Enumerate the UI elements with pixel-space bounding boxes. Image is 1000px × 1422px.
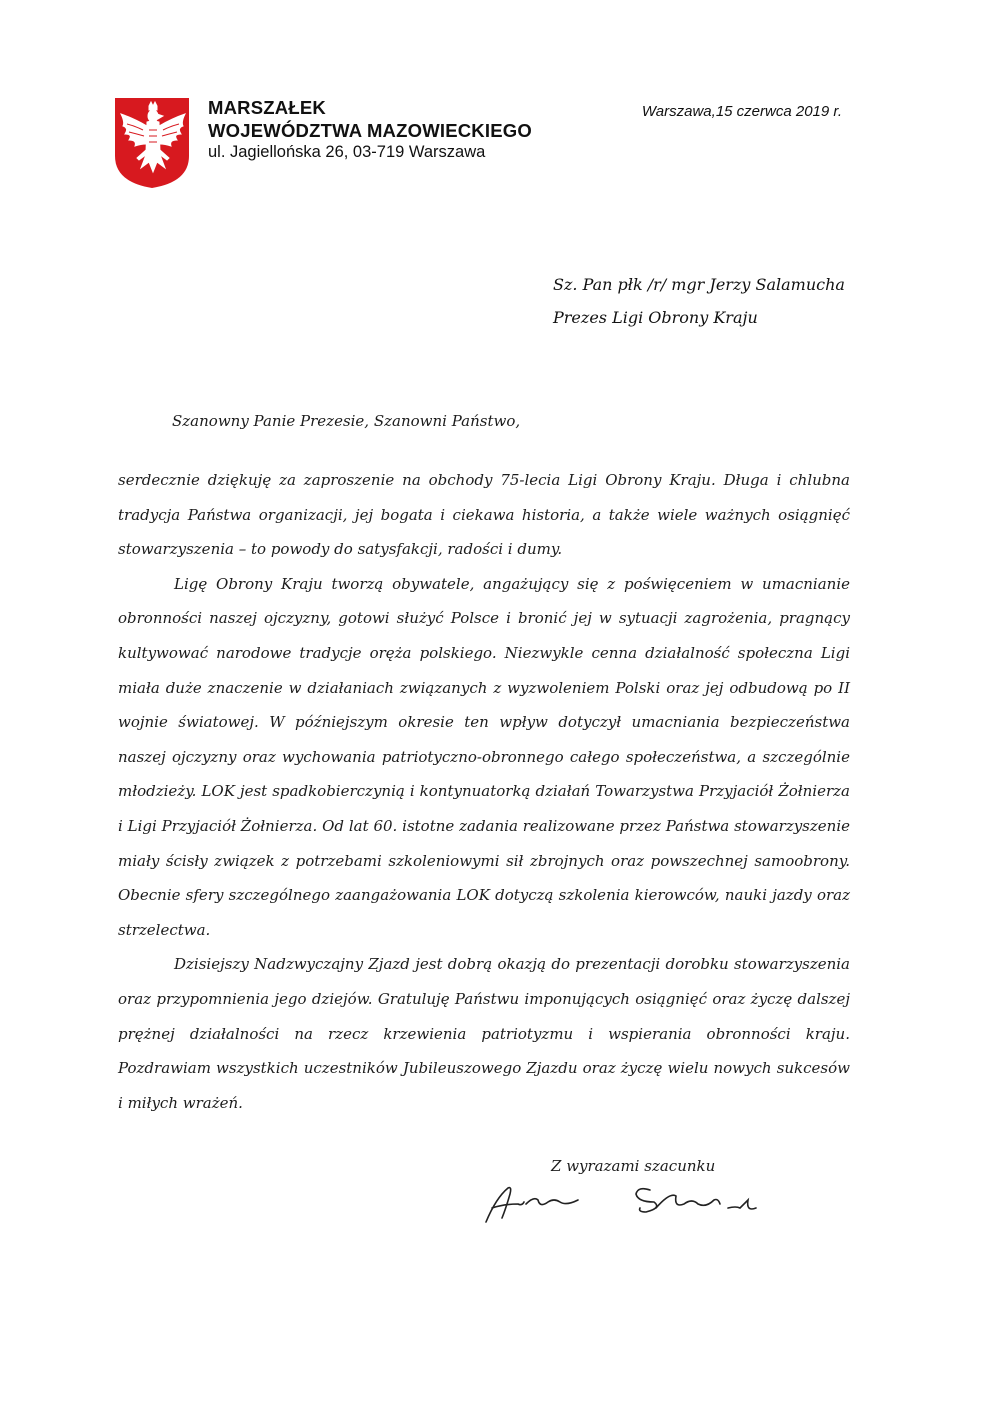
coat-of-arms-icon [113,96,191,190]
salutation: Szanowny Panie Prezesie, Szanowni Państwo, [172,412,521,430]
closing-phrase: Z wyrazami szacunku [551,1157,716,1175]
org-address: ul. Jagiellońska 26, 03-719 Warszawa [208,143,486,161]
addressee-name: Sz. Pan płk /r/ mgr Jerzy Salamucha [553,275,845,294]
signature-icon [478,1178,768,1228]
org-name-line2: WOJEWÓDZTWA MAZOWIECKIEGO [208,120,532,141]
paragraph-1: serdecznie dziękuję za zaproszenie na obchody 75-lecia Ligi Obrony Kraju. Długa i chlubna tradycja Państwa organizacji, jej bogata i ciekawa historia, a także wiele ważnych osiągnięć stowarzyszenia – to powody do satysfakcji, radości i dumy. [118,471,850,559]
paragraph-2: Ligę Obrony Kraju tworzą obywatele, angażujący się z poświęceniem w umacnianie obronności naszej ojczyzny, gotowi służyć Polsce i bronić jej w sytuacji zagrożenia, pragnący kultywować narodowe tradycje oręża polskiego. Niezwykle cenna działalność społeczna Ligi miała duże znaczenie w działaniach związanych z wyzwoleniem Polski oraz jej odbudową po II wojnie światowej. W późniejszym okresie ten wpływ dotyczył umacniania bezpieczeństwa naszej ojczyzny oraz wychowania patriotyczno-obronnego całego społeczeństwa, a szczególnie młodzieży. LOK jest spadkobierczynią i kontynuatorką działań Towarzystwa Przyjaciół Żołnierza i Ligi Przyjaciół Żołnierza. Od lat 60. istotne zadania realizowane przez Państwa stowarzyszenie miały ścisły związek z potrzebami szkoleniowymi sił zbrojnych oraz powszechnej samoobrony. Obecnie sfery szczególnego zaangażowania LOK dotyczą szkolenia kierowców, nauki jazdy oraz strzelectwa. [118,574,850,939]
org-name-line1: MARSZAŁEK [208,97,326,118]
paragraph-3: Dzisiejszy Nadzwyczajny Zjazd jest dobrą okazją do prezentacji dorobku stowarzyszenia oraz przypomnienia jego dziejów. Gratuluję Państwu imponujących osiągnięć oraz życzę dalszej prężnej działalności na rzecz krzewienia patriotyzmu i wspierania obronności kraju. Pozdrawiam wszystkich uczestników Jubileuszowego Zjazdu oraz życzę wielu nowych sukcesów i miłych wrażeń. [118,955,850,1112]
addressee-title: Prezes Ligi Obrony Kraju [553,308,758,327]
organization-header [208,96,532,163]
addressee-block [553,268,845,334]
letter-body [118,463,850,1120]
letter-date: Warszawa,15 czerwca 2019 r. [641,103,842,120]
